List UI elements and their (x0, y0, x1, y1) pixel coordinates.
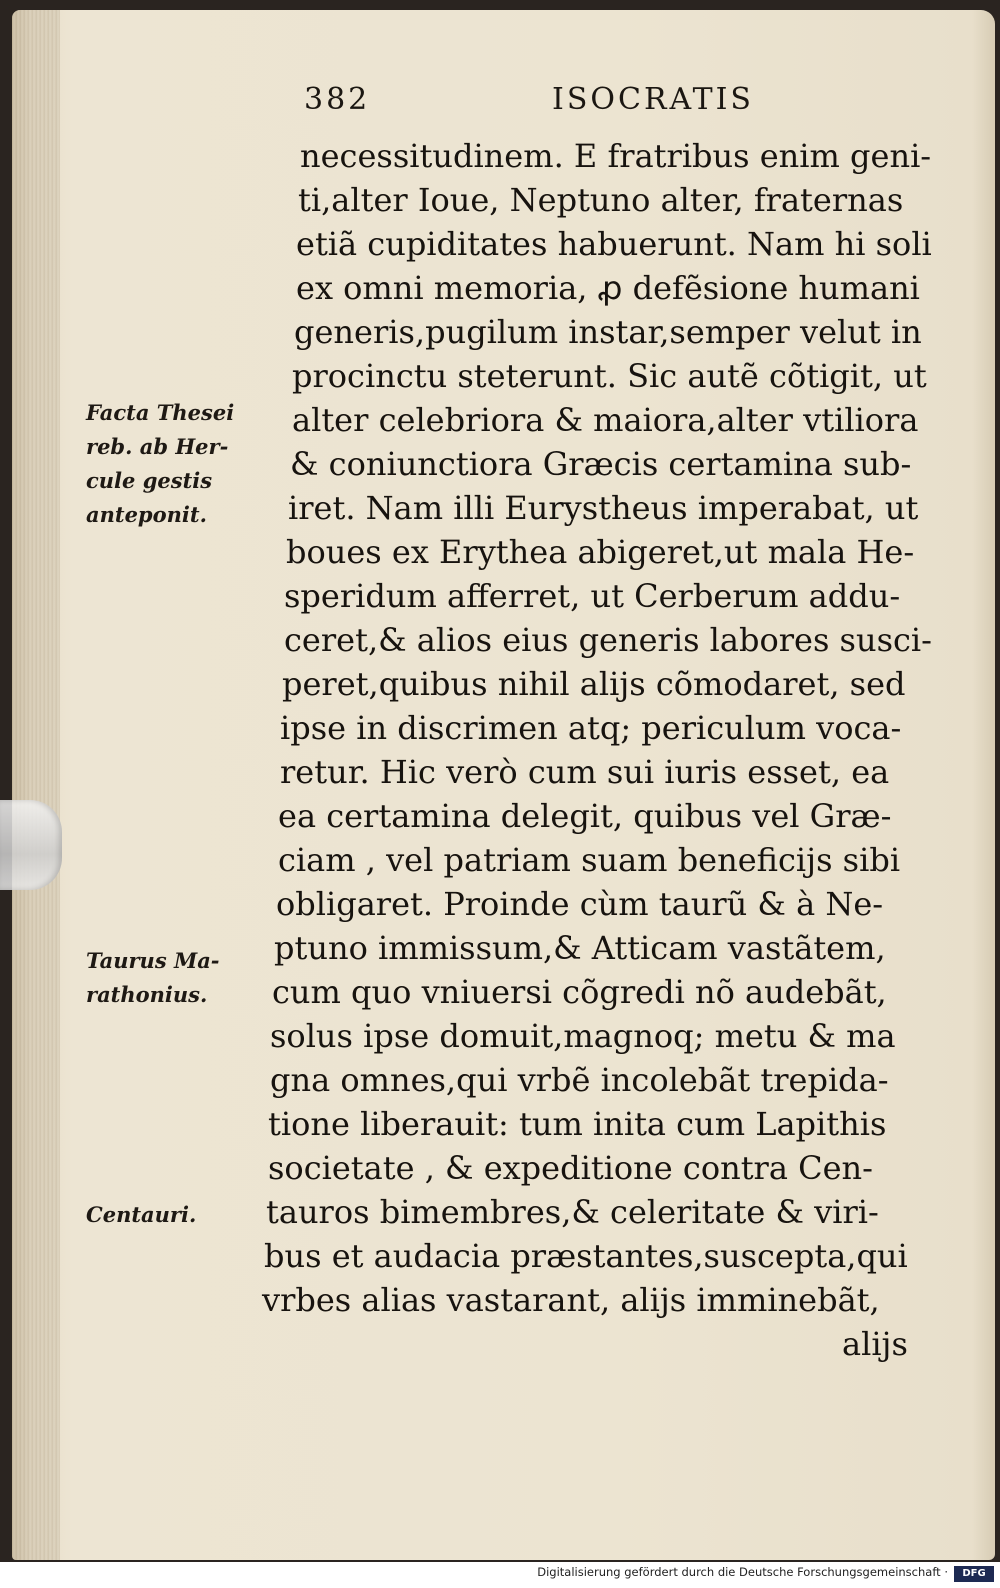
text-line: ti,alter Ioue, Neptuno alter, fraternas (298, 181, 904, 219)
marginal-note-line: cule gestis (86, 468, 213, 493)
catchword: alijs (842, 1325, 908, 1363)
text-line: retur. Hic verò cum sui iuris esset, ea (280, 753, 890, 791)
text-line: ptuno immissum,& Atticam vastãtem, (274, 929, 886, 967)
footer-credit: Digitalisierung gefördert durch die Deutsche Forschungsgemeinschaft · (537, 1565, 948, 1579)
text-line: & coniunctiora Græcis certamina sub- (290, 445, 912, 483)
marginal-note-line: Taurus Ma- (86, 948, 220, 973)
marginal-note-line: rathonius. (86, 982, 208, 1007)
dfg-logo: DFG (954, 1566, 994, 1582)
text-line: alter celebriora & maiora,alter vtiliora (292, 401, 919, 439)
page-number: 382 (304, 82, 371, 117)
text-line: tauros bimembres,& celeritate & viri- (266, 1193, 879, 1231)
marginal-note-taurus (86, 944, 220, 1012)
marginal-note-facta-thesei (86, 396, 234, 532)
text-line: speridum afferret, ut Cerberum addu- (284, 577, 901, 615)
marginal-note-centauri (86, 1198, 196, 1232)
text-line: cum quo vniuersi cõgredi nõ audebãt, (272, 973, 887, 1011)
marginal-note-line: reb. ab Her- (86, 434, 229, 459)
text-line: ceret,& alios eius generis labores susci- (284, 621, 932, 659)
page-clip (0, 800, 62, 890)
text-line: vrbes alias vastarant, alijs imminebãt, (262, 1281, 880, 1319)
text-line: iret. Nam illi Eurystheus imperabat, ut (288, 489, 919, 527)
footer-bar (0, 1562, 1000, 1588)
text-line: peret,quibus nihil alijs cõmodaret, sed (282, 665, 906, 703)
page-edge-stack (12, 10, 60, 1560)
text-line: necessitudinem. E fratribus enim geni- (300, 137, 932, 175)
text-line: ciam , vel patriam suam beneficijs sibi (278, 841, 901, 879)
text-line: generis,pugilum instar,semper velut in (294, 313, 922, 351)
text-line: boues ex Erythea abigeret,ut mala He- (286, 533, 915, 571)
marginal-note-line: anteponit. (86, 502, 207, 527)
text-line: bus et audacia præstantes,suscepta,qui (264, 1237, 908, 1275)
text-line: ipse in discrimen atq; periculum voca- (280, 709, 902, 747)
marginal-note-line: Centauri. (86, 1202, 197, 1227)
text-line: etiã cupiditates habuerunt. Nam hi soli (296, 225, 932, 263)
book-page (12, 10, 995, 1560)
text-line: societate , & expeditione contra Cen- (268, 1149, 873, 1187)
text-line: procinctu steterunt. Sic autẽ cõtigit, ut (292, 357, 927, 395)
text-line: solus ipse domuit,magnoq; metu & ma (270, 1017, 896, 1055)
text-line: ex omni memoria, ꝓ defẽsione humani (296, 269, 920, 307)
text-line: obligaret. Proinde cùm taurũ & à Ne- (276, 885, 884, 923)
marginal-note-line: Facta Thesei (86, 400, 235, 425)
text-line: gna omnes,qui vrbẽ incolebãt trepida- (270, 1061, 889, 1099)
page-header (304, 82, 804, 126)
running-head: ISOCRATIS (552, 82, 754, 117)
text-line: tione liberauit: tum inita cum Lapithis (268, 1105, 887, 1143)
text-line: ea certamina delegit, quibus vel Græ- (278, 797, 892, 835)
